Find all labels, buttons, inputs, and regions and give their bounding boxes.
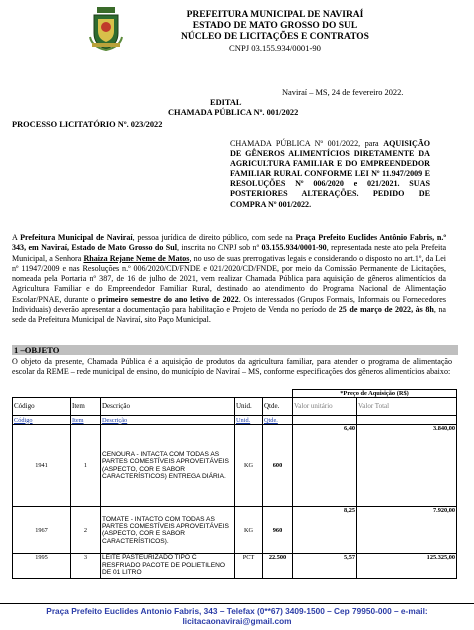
sub-header-empty (293, 416, 357, 425)
body-text: , no uso de suas prerrogativas legais e considerando o disposto no art.1º, da Lei nº 11947/2009 e nas Resoluções n.º 006/2020/CD/FNDE e 021/2020/CD/FNDE, por meio da Comissão Permanente de Licitações, nomeada pela Portaria nº 387, de 16 de julho de 2021, vem realizar Chamada Pública para aquisição de gêneros alimentícios da Agricultura Familiar e do Empreendedor Familiar Rural, destinado ao atendimento do Programa Nacional de Alimentação Escolar/PNAE, durante o (12, 253, 447, 304)
row-unid: KG (235, 507, 263, 554)
chamada-title: CHAMADA PÚBLICA Nº. 001/2022 (168, 108, 299, 117)
sub-header-qtde: Qtde. (263, 416, 293, 425)
body-bold: 03.155.934/0001-90 (261, 243, 327, 253)
row-descricao: TOMATE - INTACTO COM TODAS AS PARTES COMESTÍVEIS APROVEITÁVEIS (ASPECTO, COR E SABOR CARACTERÍSTICOS). (101, 507, 235, 554)
header-line-3: NÚCLEO DE LICITAÇÕES E CONTRATOS (181, 32, 369, 42)
body-bold: 25 de março de 2022, às 8h (338, 304, 434, 314)
sub-header-item: Item (71, 416, 101, 425)
row-valor-unitario: 8,25 (293, 507, 357, 554)
row-item: 2 (71, 507, 101, 554)
header-line-2: ESTADO DE MATO GROSSO DO SUL (192, 21, 358, 31)
body-text: , na sede da Prefeitura Municipal de Naviraí, sito Paço Municipal. (12, 304, 446, 324)
header-cnpj: CNPJ 03.155.934/0001-90 (229, 43, 321, 53)
body-text: , representada neste ato pela Prefeita Municipal, a Senhora (12, 243, 447, 263)
sub-header-unid: Unid. (235, 416, 263, 425)
date-line: Naviraí – MS, 24 de fevereiro 2022. (282, 88, 404, 97)
body-text: A (12, 233, 21, 242)
sub-header-empty (357, 416, 457, 425)
row-codigo: 1941 (13, 425, 71, 507)
footer-address: Praça Prefeito Euclides Antonio Fabris, 343 – Telefax (0**67) 3409-1500 – Cep 79950-000 – e-mail: (46, 606, 428, 616)
row-valor-unitario: 5,57 (293, 554, 357, 579)
body-bold-underline: Rhaiza Rejane Neme de Matos (83, 253, 190, 263)
row-qtde: 600 (263, 425, 293, 507)
letterhead (125, 10, 425, 54)
row-qtde: 22.500 (263, 554, 293, 579)
col-header-valor-total: Valor Total (357, 398, 457, 416)
row-codigo: 1967 (13, 507, 71, 554)
footer (0, 606, 474, 626)
table-row (13, 554, 457, 579)
body-text: , pessoa jurídica de direito público, com sede na (132, 233, 296, 242)
sub-header-codigo: Código (13, 416, 71, 425)
footer-divider (0, 603, 474, 604)
row-valor-total: 7.920,00 (357, 507, 457, 554)
table-row (13, 507, 457, 554)
body-paragraph (12, 233, 446, 325)
summary-bold: AQUISIÇÃO DE GÊNEROS ALIMENTÍCIOS DIRETAMENTE DA AGRICULTURA FAMILIAR E DO EMPREENDEDOR FAMILIAR RURAL CONFORME LEI Nº 11.947/2009 E RESOLUÇÕES Nº 006/2020 e 021/2021. SUAS POSTERIORES ALTERAÇÕES. PEDIDO DE COMPRA Nº 001/2022. (230, 139, 430, 209)
edital-summary (230, 139, 430, 210)
body-bold: Prefeitura Municipal de Naviraí (20, 233, 133, 242)
col-header-qtde: Qtde. (263, 398, 293, 416)
col-header-descricao: Descrição (101, 398, 235, 416)
body-bold: Praça Prefeito Euclides Antônio Fabris, n.º 343, em Naviraí, Estado de Mato Grosso do Sul (12, 233, 447, 253)
municipal-coat-of-arms (88, 7, 124, 51)
objeto-text: O objeto da presente, Chamada Pública é a aquisição de produtos da agricultura familiar, para atender o programa de alimentação escolar da REME – rede municipal de ensino, do município de Naviraí – MS, conforme especificações dos gêneros alimentícios abaixo: (12, 357, 452, 377)
col-header-item: Item (71, 398, 101, 416)
row-valor-total: 125.325,00 (357, 554, 457, 579)
col-header-valor-unitario: Valor unitário (293, 398, 357, 416)
sub-header-descricao: Descrição (101, 416, 235, 425)
col-header-codigo: Código (13, 398, 71, 416)
row-unid: PCT (235, 554, 263, 579)
objeto-section-title: 1 –OBJETO (12, 345, 458, 355)
items-table (12, 389, 456, 579)
row-unid: KG (235, 425, 263, 507)
header-line-1: PREFEITURA MUNICIPAL DE NAVIRAÍ (186, 10, 364, 20)
row-valor-unitario: 6,40 (293, 425, 357, 507)
footer-email: licitacaonavirai@gmail.com (182, 616, 292, 626)
row-descricao: LEITE PASTEURIZADO TIPO C RESFRIADO PACOTE DE POLIETILENO DE 01 LITRO (101, 554, 235, 579)
edital-title: EDITAL (210, 98, 242, 107)
table-row (13, 425, 457, 507)
body-bold: primeiro semestre do ano letivo de 2022 (97, 294, 239, 304)
summary-lead: CHAMADA PÚBLICA Nº 001/2022, para (230, 139, 384, 148)
row-item: 1 (71, 425, 101, 507)
row-codigo: 1995 (13, 554, 71, 579)
row-item: 3 (71, 554, 101, 579)
body-text: . Os interessados (Grupos Formais, Informais ou Fornecedores Individuais) deverão apresentar a documentação para habilitação e Projeto de Venda no período de (12, 294, 446, 314)
body-text: , inscrita no CNPJ sob nº (177, 243, 262, 253)
row-qtde: 960 (263, 507, 293, 554)
row-descricao: CENOURA - INTACTA COM TODAS AS PARTES COMESTÍVEIS APROVEITÁVEIS (ASPECTO, COR E SABOR CARACTERÍSTICOS) ENTREGA DIÁRIA. (101, 425, 235, 507)
row-valor-total: 3.840,00 (357, 425, 457, 507)
price-header: *Preço de Aquisição (R$) (293, 390, 457, 398)
processo-title: PROCESSO LICITATÓRIO Nº. 023/2022 (12, 120, 163, 129)
col-header-unid: Unid. (235, 398, 263, 416)
